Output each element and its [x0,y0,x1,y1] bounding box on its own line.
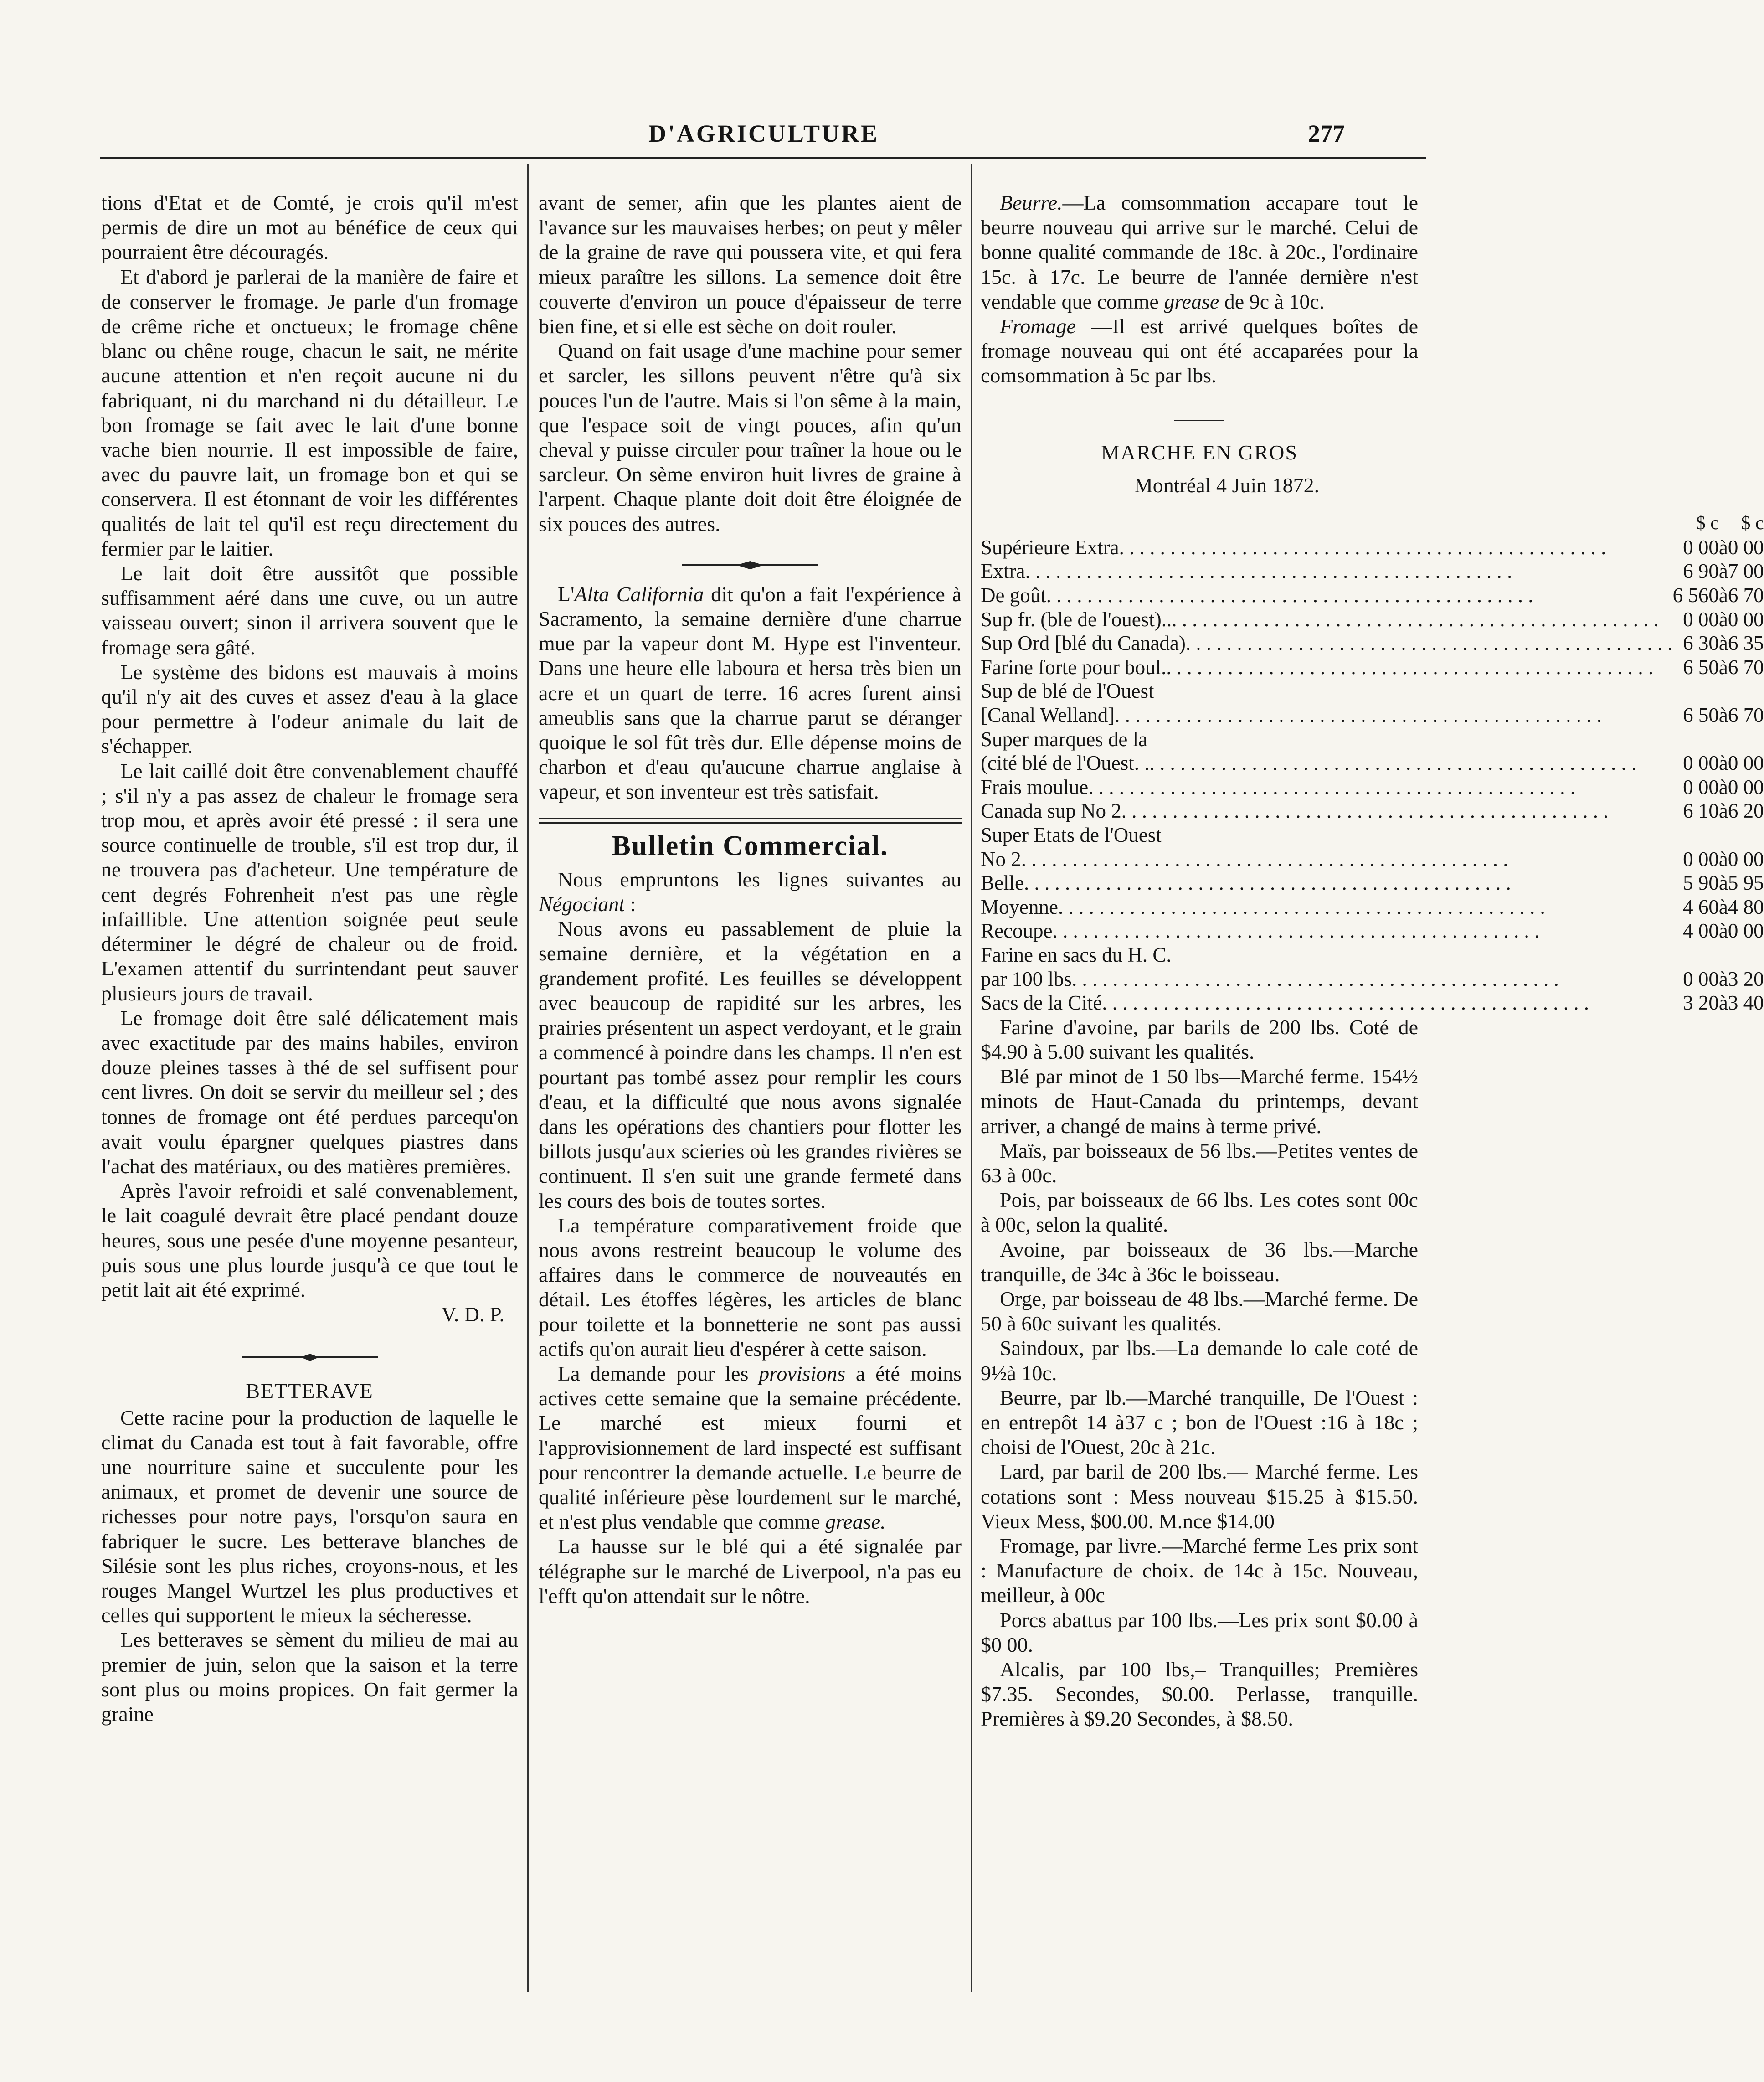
price-label [981,847,1673,871]
price-label [981,583,1673,608]
double-rule [539,818,962,824]
price-to [1728,679,1764,703]
paragraph: Quand on fait usage d'une machine pour semer et sarcler, les sillons peuvent n'être qu'à six pouces l'un de l'autre. Mais si l'on sême à la main, que l'espace soit de vingt pouces, afin qu'un cheval y puisse circuler pour traîner la houe ou le sarcleur. On sème environ huit livres de graine à l'arpent. Chaque plante doit doit être éloignée de six pouces des autres. [539,339,962,536]
price-label-text: (cité blé de l'Ouest. . [981,752,1150,775]
price-separator: à [1718,703,1728,727]
column-divider-2 [971,164,972,1992]
paragraph: Cette racine pour la production de laquelle le climat du Canada est tout à fait favorable, offre une nourriture saine et succulente pour les animaux, et promet de devenir une source de richesses pour notre pays, l'orsqu'on saura en fabriquer le sucre. Les betterave blanches de Silésie sont les plus riches, croyons-nous, et les rouges Mangel Wurtzel les plus productives et celles qui supportent le mieux la sécheresse. [101,1406,518,1627]
text: Nous empruntons les lignes suivantes au [558,867,962,891]
price-to: 0 00 [1728,919,1764,943]
column-1 [101,191,518,2041]
price-separator: à [1718,799,1728,823]
price-separator: à [1718,775,1728,799]
price-to: 6 35 [1728,632,1764,655]
price-row [981,895,1764,919]
ornament-separator [101,1345,518,1361]
text: —Il est arrivé quelques boîtes de fromage nouveau qui ont été accaparées pour la comsommation à 5c par lbs. [981,314,1418,387]
price-to [1728,823,1764,847]
market-report-paragraph: Beurre, par lb.—Marché tranquille, De l'Ouest : en entrepôt 14 à37 c ; bon de l'Ouest :16 à 18c ; choisi de l'Ouest, 20c à 21c. [981,1386,1418,1459]
price-row [981,751,1764,775]
price-label-text: par 100 lbs [981,967,1072,990]
header-rule [100,157,1426,159]
price-label-text: [Canal Welland] [981,703,1115,727]
section-title-bulletin: Bulletin Commercial. [612,830,889,861]
paragraph: tions d'Etat et de Comté, je crois qu'il m'est permis de dire un mot au bénéfice de ceux qui pourraient être découragés. [101,191,518,264]
price-label [981,823,1673,847]
price-label [981,967,1673,991]
signature: V. D. P. [441,1303,504,1326]
market-report-paragraph: Farine d'avoine, par barils de 200 lbs. Coté de $4.90 à 5.00 suivant les qualités. [981,1015,1418,1063]
price-label [981,775,1673,799]
price-from: 0 00 [1683,847,1719,871]
price-separator: à [1718,919,1728,943]
section-title-betterave: BETTERAVE [246,1379,374,1403]
price-label-text: Super marques de la [981,727,1148,751]
price-from [1673,679,1719,703]
section-title-marche: MARCHE EN GROS [1101,440,1298,464]
price-row [981,775,1764,799]
price-to: 7 00 [1728,560,1764,583]
price-row [981,967,1764,991]
price-row [981,727,1764,752]
paragraph-fromage [981,314,1418,388]
paragraph: La température comparativement froide que nous avons restreint beaucoup le volume des affaires dans le commerce de nouveautés en détail. Les étoffes légères, les articles de blanc pour toilette et la bonnetterie ne sont pas aussi actifs qu'on aurait lieu d'espérer à cette saison. [539,1213,962,1361]
market-reports [981,1015,1418,1732]
market-report-paragraph: Pois, par boisseaux de 66 lbs. Les cotes sont 00c à 00c, selon la qualité. [981,1188,1418,1237]
paragraph-alta-california [539,582,962,804]
price-row [981,703,1764,727]
page-header-title: D'AGRICULTURE [648,120,879,147]
price-from: 6 560 [1672,584,1719,607]
price-from: 0 00 [1683,775,1719,799]
text-italic: Fromage [1000,314,1076,338]
paragraph: Et d'abord je parlerai de la manière de faire et de conserver le fromage. Je parle d'un fromage de crême riche et onctueux; le fromage chêne blanc ou chêne rouge, chacun le sait, ne mérite aucune attention et n'en reçoit aucune ni du fabriquant, ni du marchand ni du détailleur. Le bon fromage se fait avec le lait d'une bonne vache bien nourrie. Il est impossible de faire, avec du pauvre lait, un fromage bon et qui se conservera. Il est étonnant de voir les différentes qualités de lait tel qu'il est reçu directement du fermier par le laitier. [101,265,518,560]
price-label [981,919,1673,943]
price-from: 0 00 [1683,967,1719,990]
price-separator [1719,679,1728,703]
text-italic: Alta California [574,582,704,606]
price-row [981,655,1764,680]
price-row [981,847,1764,871]
price-to: 6 70 [1728,584,1764,607]
price-separator: à [1718,536,1728,559]
text: L' [558,582,575,606]
text-italic: Beurre. [1000,191,1063,214]
price-label [981,799,1673,823]
market-report-paragraph: Orge, par boisseau de 48 lbs.—Marché ferme. De 50 à 60c suivant les qualités. [981,1287,1418,1335]
price-label [981,895,1673,919]
price-label-text: Sup de blé de l'Ouest [981,680,1154,703]
market-report-paragraph: Saindoux, par lbs.—La demande lo cale coté de 9½à 10c. [981,1336,1418,1385]
price-from: 6 10 [1683,799,1719,823]
price-label-text: No 2 [981,847,1021,871]
price-from: 0 00 [1683,608,1719,631]
price-to [1728,943,1764,967]
price-from: 6 50 [1683,703,1719,727]
price-from [1673,943,1719,967]
text: —La comsommation accapare tout le beurre nouveau qui arrive sur le marché. Celui de bonne qualité commande de 18c. à 20c., l'ordinaire 15c. à 17c. Le beurre de l'année dernière n'est vendable que comme [981,191,1418,313]
price-label-text: De goût [981,584,1046,607]
price-label [981,608,1673,632]
price-label-text: Extra [981,560,1025,583]
price-row [981,871,1764,895]
market-report-paragraph: Avoine, par boisseaux de 36 lbs.—Marche tranquille, de 34c à 36c le boisseau. [981,1237,1418,1286]
price-from: 4 00 [1683,919,1719,943]
price-to: 0 00 [1728,775,1764,799]
price-separator [1719,823,1728,847]
text-italic: provisions [759,1361,846,1385]
price-label-text: Sup fr. (ble de l'ouest).. [981,608,1172,631]
price-from: 5 90 [1683,871,1719,895]
price-separator: à [1718,560,1728,583]
price-row [981,583,1764,608]
price-label [981,751,1673,775]
price-label-text: Belle [981,871,1024,895]
price-label-text: Sup Ord [blé du Canada) [981,632,1186,655]
price-label-text: Canada sup No 2 [981,799,1121,823]
paragraph: avant de semer, afin que les plantes aient de l'avance sur les mauvaises herbes; on peut y mêler de la graine de rave qui poussera vite, et qui fera mieux paraître les sillons. La semence doit être couverte d'environ un pouce d'épaisseur de terre bien fine, et si elle est sèche on doit rouler. [539,191,962,338]
price-row [981,991,1764,1015]
price-separator: à [1718,584,1728,607]
column-divider-1 [527,164,529,1992]
price-to: 3 40 [1728,991,1764,1015]
text: : [625,892,636,916]
price-from [1673,823,1719,847]
text: de 9c à 10c. [1219,289,1325,313]
text-italic: grease. [825,1510,886,1534]
column-3 [981,191,1764,2041]
price-label-text: Sacs de la Cité [981,991,1102,1015]
price-label [981,679,1673,703]
market-report-paragraph: Fromage, par livre.—Marché ferme Les prix sont : Manufacture de choix. de 14c à 15c. Nouveau, meilleur, à 00c [981,1534,1418,1607]
text: La demande pour les [558,1361,759,1385]
market-report-paragraph: Lard, par baril de 200 lbs.— Marché ferme. Les cotations sont : Mess nouveau $15.25 à $15.50. Vieux Mess, $00.00. M.nce $14.00 [981,1460,1418,1533]
column-2 [539,191,962,2041]
price-label-text: Farine forte pour boul. [981,655,1167,679]
price-from [1673,727,1719,752]
text: a été moins actives cette semaine que la semaine précédente. Le marché est mieux fourni et l'approvisionnement de lard inspecté est suffisant pour rencontrer la demande actuelle. Le beurre de qualité inférieure pèse lourdement sur le marché, et n'est plus vendable que comme [539,1361,962,1534]
price-label [981,536,1673,560]
price-row [981,943,1764,967]
price-table-header [981,511,1764,536]
paragraph: Le lait caillé doit être convenablement chauffé ; s'il n'y a pas assez de chaleur le fromage sera trop mou, et après avoir été pressé : il sera une source continuelle de trouble, s'il est trop dur, il ne trouvera pas d'acheteur. Une température de cent degrés Fohrenheit n'est pas une règle infaillible. Une attention soignée peut seule déterminer le dégré de chaleur ou de froid. L'examen attentif du surrintendant peut sauver plusieurs jours de travail. [101,759,518,1005]
paragraph: Les betteraves se sèment du milieu de mai au premier de juin, selon que la saison et la terre sont plus ou moins propices. On fait germer la graine [101,1628,518,1726]
price-label-text: Supérieure Extra [981,536,1119,559]
price-row [981,679,1764,703]
price-to: 3 20 [1728,967,1764,990]
price-separator [1719,727,1728,752]
price-from: 4 60 [1683,895,1719,918]
price-separator: à [1718,655,1728,679]
price-separator: à [1718,967,1728,990]
price-row [981,536,1764,560]
price-separator: à [1718,847,1728,871]
price-separator: à [1718,752,1728,775]
price-from: 6 30 [1683,632,1719,655]
text-italic: Négociant [539,892,625,916]
price-row [981,559,1764,583]
currency-header: $ c [1741,513,1764,534]
price-separator: à [1718,871,1728,895]
paragraph: Après l'avoir refroidi et salé convenablement, le lait coagulé devrait être placé pendant douze heures, sous une pesée d'une moyenne pesanteur, puis sous une plus lourde jusqu'à ce que tout le petit lait ait été exprimé. [101,1179,518,1301]
price-to: 5 95 [1728,871,1764,895]
price-label [981,991,1673,1015]
price-to [1728,727,1764,752]
price-from: 0 00 [1683,752,1719,775]
price-to: 0 00 [1728,752,1764,775]
paragraph: Le fromage doit être salé délicatement mais avec exactitude par des mains habiles, environ douze pleines tasses à thé de sel suffisent pour cent livres. On doit se servir du meilleur sel ; des tonnes de fromage ont été perdues parcequ'on avait voulu épargner quelques piastres dans l'achat des matériaux, ou des matières premières. [101,1006,518,1178]
price-row [981,799,1764,823]
price-label [981,871,1673,895]
price-to: 4 80 [1728,895,1764,918]
market-report-paragraph: Porcs abattus par 100 lbs.—Les prix sont $0.00 à $0 00. [981,1608,1418,1656]
price-from: 3 20 [1683,991,1719,1015]
price-separator [1719,943,1728,967]
price-separator: à [1718,895,1728,918]
short-rule [981,402,1418,427]
price-separator: à [1718,608,1728,631]
price-row [981,631,1764,655]
price-to: 6 20 [1728,799,1764,823]
price-label-text: Super Etats de l'Ouest [981,823,1162,846]
price-separator: à [1718,991,1728,1015]
price-to: 0 00 [1728,608,1764,631]
market-report-paragraph: Maïs, par boisseaux de 56 lbs.—Petites ventes de 63 à 00c. [981,1139,1418,1187]
price-to: 6 70 [1728,655,1764,679]
price-from: 0 00 [1683,536,1719,559]
price-label-text: Farine en sacs du H. C. [981,943,1172,966]
price-label-text: Frais moulue [981,775,1089,799]
price-from: 6 90 [1683,560,1719,583]
paragraph-provisions [539,1361,962,1534]
price-table [981,511,1764,1015]
price-label [981,703,1673,727]
price-row [981,608,1764,632]
price-label [981,943,1673,967]
price-to: 0 00 [1728,536,1764,559]
price-to: 0 00 [1728,847,1764,871]
paragraph-beurre [981,191,1418,314]
price-row [981,919,1764,943]
text-italic: grease [1164,289,1219,313]
price-row [981,823,1764,847]
price-label-text: Recoupe [981,919,1053,943]
price-label [981,727,1673,752]
price-from: 6 50 [1683,655,1719,679]
market-report-paragraph: Alcalis, par 100 lbs,– Tranquilles; Premières $7.35. Secondes, $0.00. Perlasse, tranquille. Premières à $9.20 Secondes, à $8.50. [981,1657,1418,1731]
price-label [981,655,1673,680]
text: dit qu'on a fait l'expérience à Sacramento, la semaine dernière d'une charrue mue par la vapeur dont M. Hype est l'inventeur. Dans une heure elle laboura et hersa très bien un acre et un quart de terre. 16 acres furent ainsi ameublis sans que la charrue parut se déranger quoique le sol fût très dur. Elle dépense moins de charbon et d'eau qu'aucune charrue anglaise à vapeur, et son inventeur est très satisfait. [539,582,962,804]
paragraph: Le système des bidons est mauvais à moins qu'il n'y ait des cuves et assez d'eau à la glace pour permettre à l'odeur animale du lait de s'échapper. [101,660,518,758]
price-separator: à [1718,632,1728,655]
paragraph: La hausse sur le blé qui a été signalée par télégraphe sur le marché de Liverpool, n'a pas eu l'efft qu'on attendait sur le nôtre. [539,1535,962,1608]
currency-header: $ c [1696,513,1719,534]
price-to: 6 70 [1728,703,1764,727]
market-report-paragraph: Blé par minot de 1 50 lbs—Marché ferme. 154½ minots de Haut-Canada du printemps, devant arriver, a changé de mains à terme privé. [981,1065,1418,1138]
paragraph: Le lait doit être aussitôt que possible suffisamment aéré dans une cuve, ou un autre vaisseau ouvert; sinon il arrivera souvent que le fromage sera gâté. [101,562,518,659]
paragraph: Nous avons eu passablement de pluie la semaine dernière, et la végétation en a grandement profité. Les feuilles se développent avec beaucoup de rapidité sur les arbres, les prairies présentent un aspect verdoyant, et le grain a commencé à poindre dans les champs. Il n'en est pourtant pas tombé assez pour remplir les cours d'eau, et la difficulté que nous avons signalée dans les opérations des chantiers pour flotter les billots jusqu'aux scieries où les grandes rivières se continuent. Il s'en suit une grande fermeté dans les cours des bois de toutes sortes. [539,917,962,1212]
price-label-text: Moyenne [981,895,1058,918]
dateline: Montréal 4 Juin 1872. [1134,474,1320,497]
price-label [981,631,1673,655]
ornament-separator [539,553,962,568]
price-label [981,559,1673,583]
page-number: 277 [1308,120,1345,147]
paragraph-intro [539,867,962,917]
